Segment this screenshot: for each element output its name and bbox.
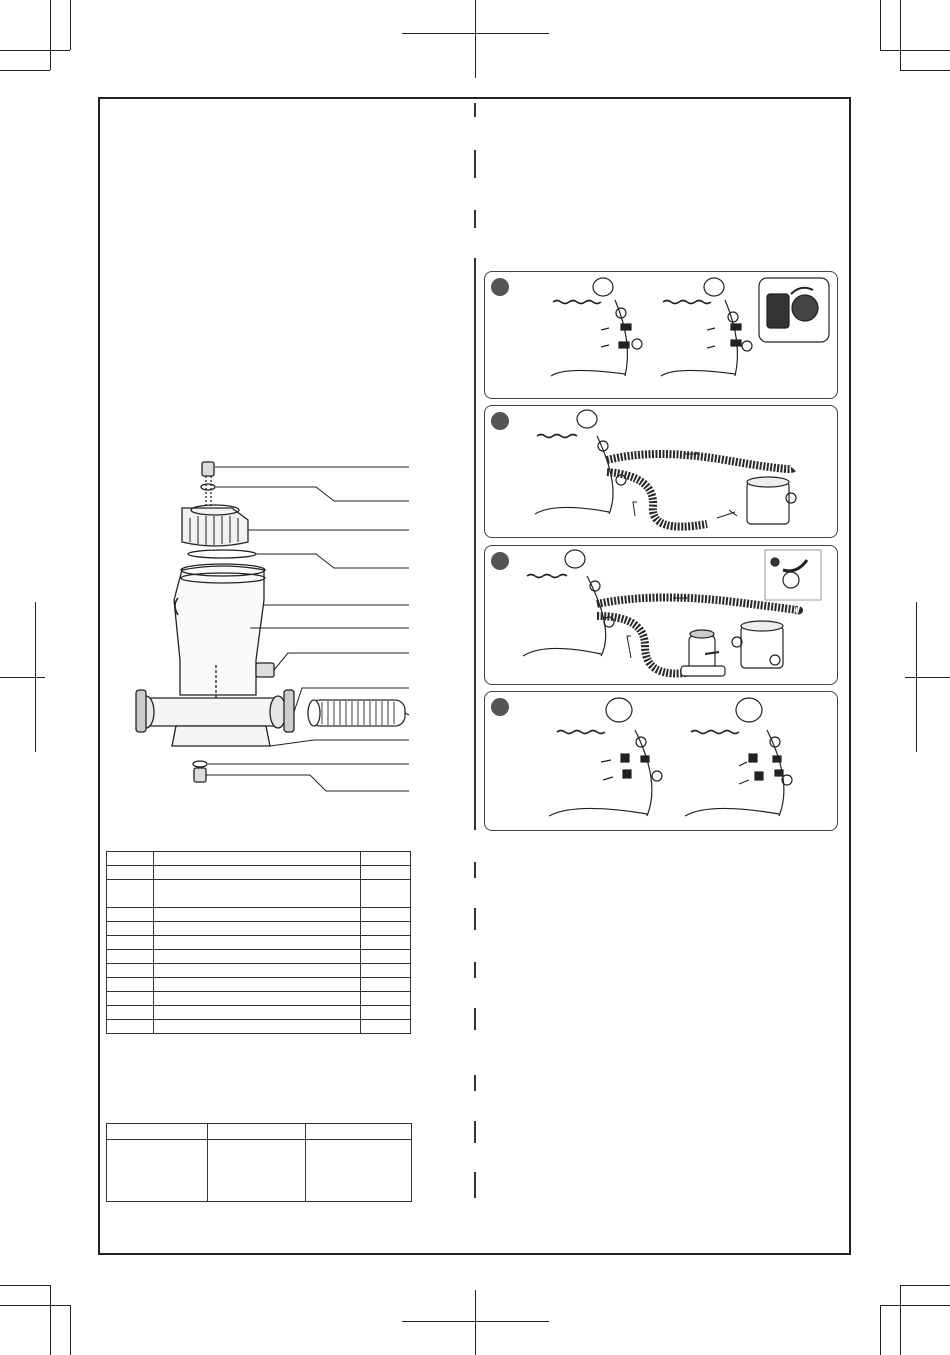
base-flange [172,726,270,746]
small-o-ring [201,484,215,490]
hose-upper [607,454,793,469]
left-plunger [136,690,146,732]
step-1-illustration [485,272,837,398]
hose-segment [308,700,405,726]
exploded-parts-diagram [120,450,420,800]
parts-table [106,851,411,1034]
right-plunger [284,690,294,732]
step-2-panel [484,405,838,538]
hose-lower [607,472,707,527]
step-3-panel [484,545,838,685]
connector-pipe [142,698,282,726]
top-plug [202,462,214,476]
dispenser-body [174,566,264,695]
step-4-panel [484,691,838,831]
spec-table [106,1123,412,1202]
flow-valve [256,663,274,677]
step-3-illustration [485,546,837,684]
large-o-ring [188,550,256,558]
step-4-illustration [485,692,837,830]
bottom-plug [194,768,206,782]
step-1-panel [484,271,838,399]
step-2-illustration [485,406,837,537]
